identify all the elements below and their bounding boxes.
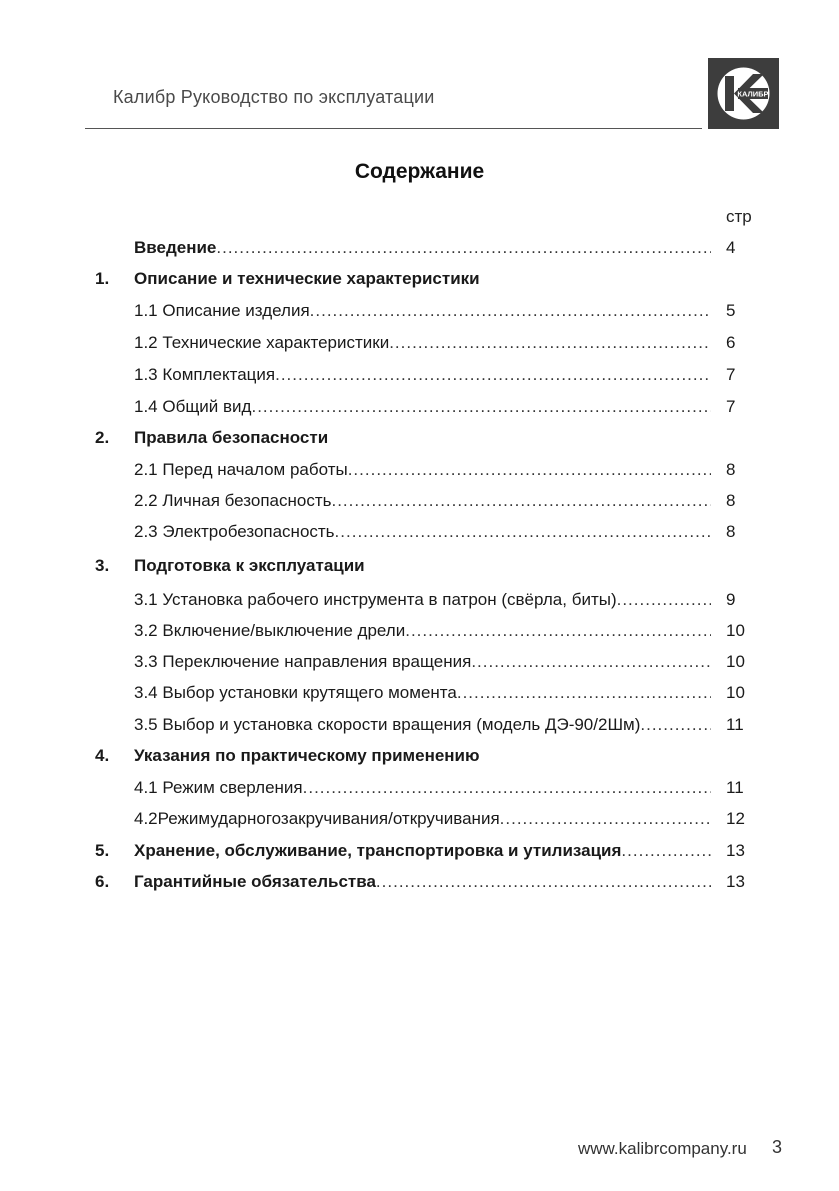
toc-entry[interactable]: [0, 588, 839, 612]
header-title: Калибр Руководство по эксплуатации: [113, 87, 435, 107]
toc-entry-label: Подготовка к эксплуатации: [134, 556, 365, 575]
toc-entry[interactable]: [0, 520, 839, 544]
toc-dot-leader: [389, 331, 711, 355]
toc-dot-leader: [500, 807, 711, 831]
toc-entry-label: 3.5 Выбор и установка скорости вращения (модель ДЭ-90/2Шм): [134, 715, 641, 734]
toc-entry-title: [134, 839, 711, 863]
toc-entry-title: [134, 681, 711, 705]
toc-entry-label: 1.4 Общий вид: [134, 397, 252, 416]
toc-entry[interactable]: [0, 744, 839, 768]
toc-entry-label: 2.2 Личная безопасность: [134, 491, 332, 510]
toc-entry-page: 10: [726, 683, 745, 702]
toc-entry[interactable]: [0, 267, 839, 291]
toc-entry[interactable]: [0, 619, 839, 643]
toc-entry-page: 8: [726, 491, 736, 510]
toc-entry-title: [134, 650, 711, 674]
toc-dot-leader: [621, 839, 711, 863]
toc-entry[interactable]: [0, 299, 839, 323]
toc-entry[interactable]: [0, 713, 839, 737]
toc-entry-page: 9: [726, 590, 736, 609]
logo-wordmark: КАЛИБР: [737, 89, 769, 99]
toc-entry-page: 10: [726, 652, 745, 671]
header-divider: [85, 128, 702, 129]
toc-dot-leader: [251, 395, 711, 419]
toc-entry[interactable]: [0, 363, 839, 387]
toc-entry-label: 3.4 Выбор установки крутящего момента: [134, 683, 457, 702]
toc-entry[interactable]: [0, 489, 839, 513]
toc-entry-label: Хранение, обслуживание, транспортировка и утилизация: [134, 841, 622, 860]
toc-dot-leader: [471, 650, 711, 674]
toc-entry-label: 3.3 Переключение направления вращения: [134, 652, 472, 671]
toc-entry-title: [134, 807, 711, 831]
toc-entry[interactable]: [0, 426, 839, 450]
toc-entry[interactable]: [0, 839, 839, 863]
toc-dot-leader: [348, 458, 711, 482]
toc-entry-title: [134, 713, 711, 737]
toc-dot-leader: [457, 681, 711, 705]
toc-entry-label: 4.2Режимударногозакручивания/откручивания: [134, 809, 500, 828]
toc-dot-leader: [275, 363, 711, 387]
toc-entry-page: 12: [726, 809, 745, 828]
toc-entry-label: 3.1 Установка рабочего инструмента в патрон (свёрла, биты): [134, 590, 617, 609]
toc-entry-label: 2.1 Перед началом работы: [134, 460, 348, 479]
toc-entry-page: 4: [726, 238, 736, 257]
toc-entry-page: 13: [726, 841, 745, 860]
toc-entry-title: [134, 520, 711, 544]
toc-entry-title: [134, 236, 711, 260]
toc-entry-page: 11: [726, 715, 744, 734]
toc-entry-page: 8: [726, 460, 736, 479]
toc-entry[interactable]: [0, 458, 839, 482]
toc-dot-leader: [216, 236, 711, 260]
toc-entry[interactable]: [0, 395, 839, 419]
toc-dot-leader: [617, 588, 711, 612]
toc-entry-page: 11: [726, 778, 744, 797]
footer-page-number: 3: [772, 1137, 783, 1157]
footer-url: www.kalibrcompany.ru: [578, 1139, 747, 1158]
toc-entry[interactable]: [0, 554, 839, 578]
toc-entry[interactable]: [0, 807, 839, 831]
toc-entry-label: Правила безопасности: [134, 428, 329, 447]
toc-entry-title: [134, 588, 711, 612]
toc-entry-title: [134, 299, 711, 323]
toc-entry-title: [134, 426, 711, 450]
page-title: Содержание: [354, 160, 485, 183]
toc-entry-title: [134, 489, 711, 513]
toc-dot-leader: [331, 489, 711, 513]
toc-entry-page: 8: [726, 522, 736, 541]
toc-entry-number: 6.: [95, 872, 110, 891]
toc-entry-number: 2.: [95, 428, 110, 447]
toc-entry-title: [134, 395, 711, 419]
toc-entry-label: 4.1 Режим сверления: [134, 778, 303, 797]
toc-entry[interactable]: [0, 331, 839, 355]
toc-dot-leader: [303, 776, 711, 800]
toc-entry-title: [134, 776, 711, 800]
toc-entry[interactable]: [0, 681, 839, 705]
toc-entry-title: [134, 744, 711, 768]
toc-entry-page: 5: [726, 301, 736, 320]
toc-entry-label: 1.1 Описание изделия: [134, 301, 310, 320]
toc-entry-label: 3.2 Включение/выключение дрели: [134, 621, 406, 640]
toc-entry-number: 5.: [95, 841, 110, 860]
toc-entry-label: Описание и технические характеристики: [134, 269, 480, 288]
toc-dot-leader: [376, 870, 711, 894]
toc-dot-leader: [405, 619, 711, 643]
toc-entry-title: [134, 458, 711, 482]
toc-entry-label: 1.2 Технические характеристики: [134, 333, 390, 352]
toc-dot-leader: [310, 299, 711, 323]
toc-entry-label: 2.3 Электробезопасность: [134, 522, 335, 541]
toc-entry-page: 10: [726, 621, 745, 640]
toc-entry-title: [134, 554, 711, 578]
toc-dot-leader: [640, 713, 711, 737]
toc-entry-label: 1.3 Комплектация: [134, 365, 276, 384]
toc-entry-label: Гарантийные обязательства: [134, 872, 376, 891]
toc-entry[interactable]: [0, 236, 839, 260]
page-column-label: стр: [726, 207, 752, 226]
toc-entry-page: 6: [726, 333, 736, 352]
toc-entry-label: Введение: [134, 238, 217, 257]
toc-entry-page: 7: [726, 397, 736, 416]
toc-dot-leader: [335, 520, 711, 544]
toc-entry-title: [134, 870, 711, 894]
toc-entry[interactable]: [0, 870, 839, 894]
kalibr-logo-icon: [708, 58, 779, 129]
toc-entry-number: 4.: [95, 746, 110, 765]
toc-entry-label: Указания по практическому применению: [134, 746, 480, 765]
toc-entry-title: [134, 619, 711, 643]
toc-entry-title: [134, 331, 711, 355]
toc-entry-title: [134, 363, 711, 387]
toc-entry-title: [134, 267, 711, 291]
toc-entry-number: 3.: [95, 556, 110, 575]
toc-entry[interactable]: [0, 776, 839, 800]
toc-entry-page: 7: [726, 365, 736, 384]
toc-entry-page: 13: [726, 872, 745, 891]
toc-entry[interactable]: [0, 650, 839, 674]
toc-entry-number: 1.: [95, 269, 110, 288]
